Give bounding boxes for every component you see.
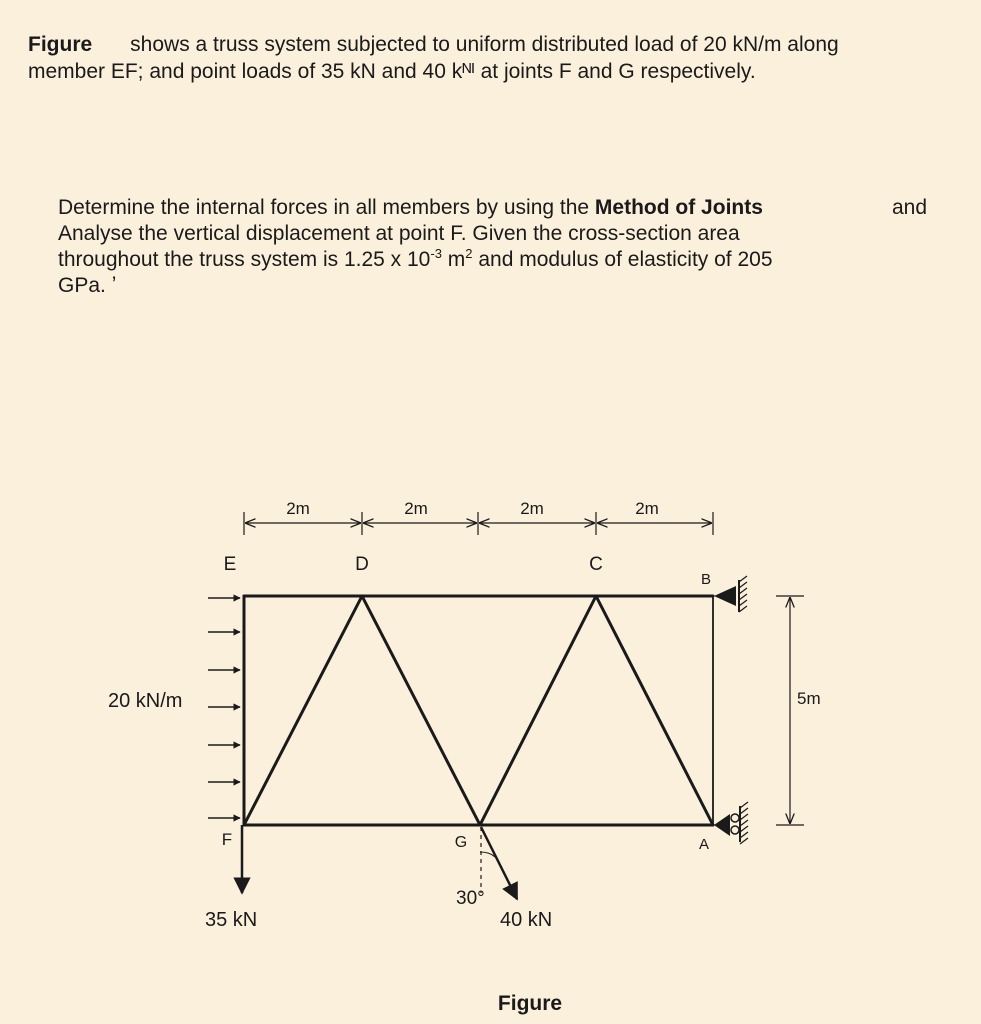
intro-line-2: member EF; and point loads of 35 kN and 40 kᴺᴵ at joints F and G respectively. xyxy=(28,60,756,83)
joint-label-a: A xyxy=(698,836,710,853)
roller-support-a xyxy=(714,802,748,844)
member-dg xyxy=(362,596,480,825)
method-of-joints: Method of Joints xyxy=(594,196,763,219)
joint-label-d: D xyxy=(355,554,369,575)
truss-members xyxy=(244,596,713,825)
joint-label-e: E xyxy=(223,554,237,575)
task-line-3: throughout the truss system is 1.25 x $10^{-3}$ $m^2$ and modulus of elasticity of 205 xyxy=(58,246,773,271)
span-label-dg: 2m xyxy=(404,499,428,518)
figure-caption: Figure xyxy=(497,992,563,1015)
height-dimension xyxy=(776,596,804,825)
joint-label-b: B xyxy=(700,571,712,588)
member-gc xyxy=(480,596,596,825)
task-line-4: GPa. ʼ xyxy=(58,274,117,297)
pin-support-b xyxy=(714,576,747,612)
span-label-gc: 2m xyxy=(520,499,544,518)
span-label-cb: 2m xyxy=(635,499,659,518)
task-line-2: Analyse the vertical displacement at point F. Given the cross-section area xyxy=(58,222,740,245)
joint-label-f: F xyxy=(221,830,233,849)
angle-label: 30° xyxy=(456,888,485,909)
task-line-1: Determine the internal forces in all members by using the Method of Joints xyxy=(58,196,763,219)
load-label-f: 35 kN xyxy=(205,909,258,931)
and-text: and xyxy=(892,196,928,219)
height-label: 5m xyxy=(797,689,821,708)
intro-line-1: Figure shows a truss system subjected to uniform distributed load of 20 kN/m along xyxy=(28,33,839,56)
udl-label: 20 kN/m xyxy=(108,690,183,712)
joint-label-c: C xyxy=(589,554,603,575)
udl-arrows xyxy=(208,598,240,818)
member-ca xyxy=(596,596,713,825)
joint-label-g: G xyxy=(454,834,468,851)
member-fd xyxy=(244,596,362,825)
load-label-g: 40 kN xyxy=(500,909,553,931)
span-label-ed: 2m xyxy=(286,499,310,518)
figure-ref: Figure xyxy=(28,33,93,56)
load-arrow-g xyxy=(481,827,517,899)
